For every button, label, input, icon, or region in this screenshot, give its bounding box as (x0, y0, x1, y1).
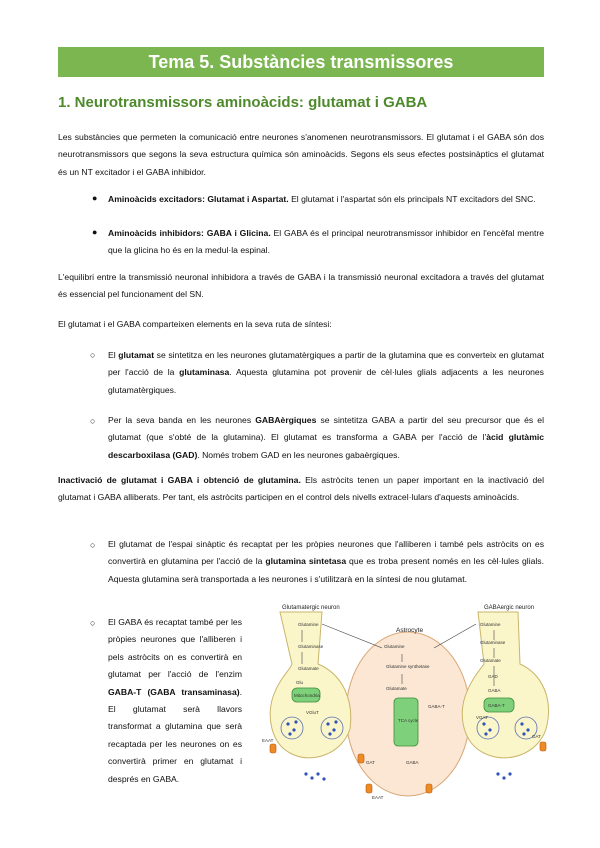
inactivation-text: Els astròcits tenen un paper important en la inactivació del glutamat i GABA alliberats. Per tant, els astròcits participen en el control dels nivells extracel·lulars d'aquests aminoàcids. (58, 475, 544, 503)
synthesis-text: El (108, 350, 119, 360)
gaba-recapture (108, 614, 242, 788)
right-label: Glutaminase (480, 640, 506, 645)
bullet-excitatory (108, 191, 544, 208)
gaba-synthesis (108, 412, 544, 464)
recapture-text: . El glutamat serà llavors transformat a glutamina que serà recaptada per les neurones on es convertirà primer en glutamat i després en GABA. (108, 686, 242, 784)
left-label: Glutaminase (298, 644, 324, 649)
right-label: GAD (488, 674, 498, 679)
transporter-label: EAAT (372, 795, 384, 800)
bullet-marker: ● (92, 193, 98, 203)
left-label: Glutamate (298, 666, 319, 671)
glutamate-synthesis (108, 347, 544, 399)
center-label: Glutamine (384, 644, 405, 649)
intro-paragraph: Les substàncies que permeten la comunicació entre neurones s'anomenen neurotransmissors. El glutamat i el GABA són dos neurotransmissors que segons la seva estructura química són aminoàcids. Segons els seus efectes postsinàptics el glutamat és un NT excitador i el GABA inhibidor. (58, 132, 544, 177)
synthesis-bold: glutaminasa (179, 367, 230, 378)
synthesis-bold: GABAèrgiques (255, 415, 317, 425)
circle-marker: ○ (90, 416, 96, 426)
synthesis-bold: àcid glutàmic descarboxilasa (GAD) (108, 432, 545, 460)
chapter-title-banner (58, 47, 544, 77)
synthesis-text: Per la seva banda en les neurones (108, 415, 256, 425)
right-label: Glutamine (480, 622, 501, 627)
bullet-inhibitory-bold: Aminoàcids inhibidors: GABA i Glicina. (108, 228, 271, 238)
synapse-figure (262, 604, 552, 802)
recapture-bold: glutamina sintetasa (265, 556, 347, 567)
transporter-label: EAAT (262, 738, 274, 743)
right-label: VGAT (476, 715, 488, 720)
left-neuron-label: Glutamatergic neuron (282, 605, 340, 611)
right-neuron-label: GABAergic neuron (484, 605, 535, 611)
transporter-label: GAT (366, 760, 375, 765)
bullet-excitatory-text: El glutamat i l'aspartat són els principals NT excitadors del SNC. (288, 194, 536, 204)
bullet-inhibitory-text: El GABA és el principal neurotransmissor inhibidor en l'encèfal mentre que la glicina ho és en la medul·la espinal. (108, 228, 544, 256)
synthesis-text: se sintetitza en les neurones glutamatèrgiques a partir de la glutamina que es converteix en glutamat per l'acció de la (108, 350, 545, 378)
circle-marker: ○ (90, 618, 96, 628)
bullet-excitatory-bold: Aminoàcids excitadors: Glutamat i Aspartat. (108, 194, 289, 204)
inactivation-bold: Inactivació de glutamat i GABA i obtenció de glutamina. (58, 475, 301, 485)
balance-paragraph: L'equilibri entre la transmissió neuronal inhibidora a través de GABA i la transmissió neuronal excitadora a través del glutamat és essencial pel funcionament del SN. (58, 272, 544, 300)
left-label: VGluT (306, 710, 319, 715)
astrocyte-label: Astrocyte (396, 627, 424, 634)
synapse-diagram (262, 604, 552, 802)
recapture-text: que es troba present només en les cèl·lules glials. Aquesta glutamina serà transportada a les neurones i s'utilitzarà en la síntesi de nou glutamat. (108, 556, 544, 584)
recapture-text: El glutamat de l'espai sinàptic és recaptat per les pròpies neurones que l'alliberen i també pels astròcits on es convertirà en glutamina per l'acció de la (108, 539, 544, 567)
circle-marker: ○ (90, 350, 96, 360)
synthesis-text: . Aquesta glutamina pot provenir de cèl·lules glials adjacents a les neurones glutamatèrgiques. (108, 367, 544, 395)
synthesis-text: . Només trobem GAD en les neurones gabaèrgiques. (197, 449, 400, 460)
chapter-title: Tema 5. Substàncies transmissores (148, 52, 454, 72)
transporter-label: GAT (532, 734, 541, 739)
glutamatergic-neuron-body (270, 612, 351, 758)
left-label: Glutamine (298, 622, 319, 627)
glutamate-recapture (108, 536, 544, 588)
shared-paragraph: El glutamat i el GABA comparteixen elements en la seva ruta de síntesi: (58, 319, 332, 329)
recapture-text: El GABA és recaptat també per les pròpies neurones que l'alliberen i pels astròcits on es convertirà en glutamat per l'acció de l'enzim (108, 617, 242, 680)
recapture-bold: GABA-T (GABA transaminasa) (108, 686, 240, 697)
synthesis-text: se sintetitza GABA a partir del seu precursor que és el glutamat (que s'obté de la glutamina). El glutamat es transforma a GABA per l'acció de l' (108, 415, 544, 443)
transporter-label: GABA (406, 760, 419, 765)
center-label: Glutamine synthetase (386, 664, 430, 669)
left-label: Mitochondria (294, 693, 320, 698)
section-heading: 1. Neurotransmissors aminoàcids: glutamat i GABA (58, 94, 428, 111)
circle-marker: ○ (90, 540, 96, 550)
center-label: TCA cycle (398, 718, 419, 723)
left-label: Glu (296, 680, 304, 685)
bullet-inhibitory (108, 225, 544, 260)
right-label: Glutamate (480, 658, 501, 663)
center-label: Glutamate (386, 686, 407, 691)
right-label: GABA (488, 688, 501, 693)
bullet-marker: ● (92, 227, 98, 237)
inactivation-paragraph (58, 472, 544, 507)
synthesis-bold: glutamat (118, 350, 155, 360)
center-label: GABA-T (428, 704, 445, 709)
right-label: GABA-T (488, 703, 505, 708)
